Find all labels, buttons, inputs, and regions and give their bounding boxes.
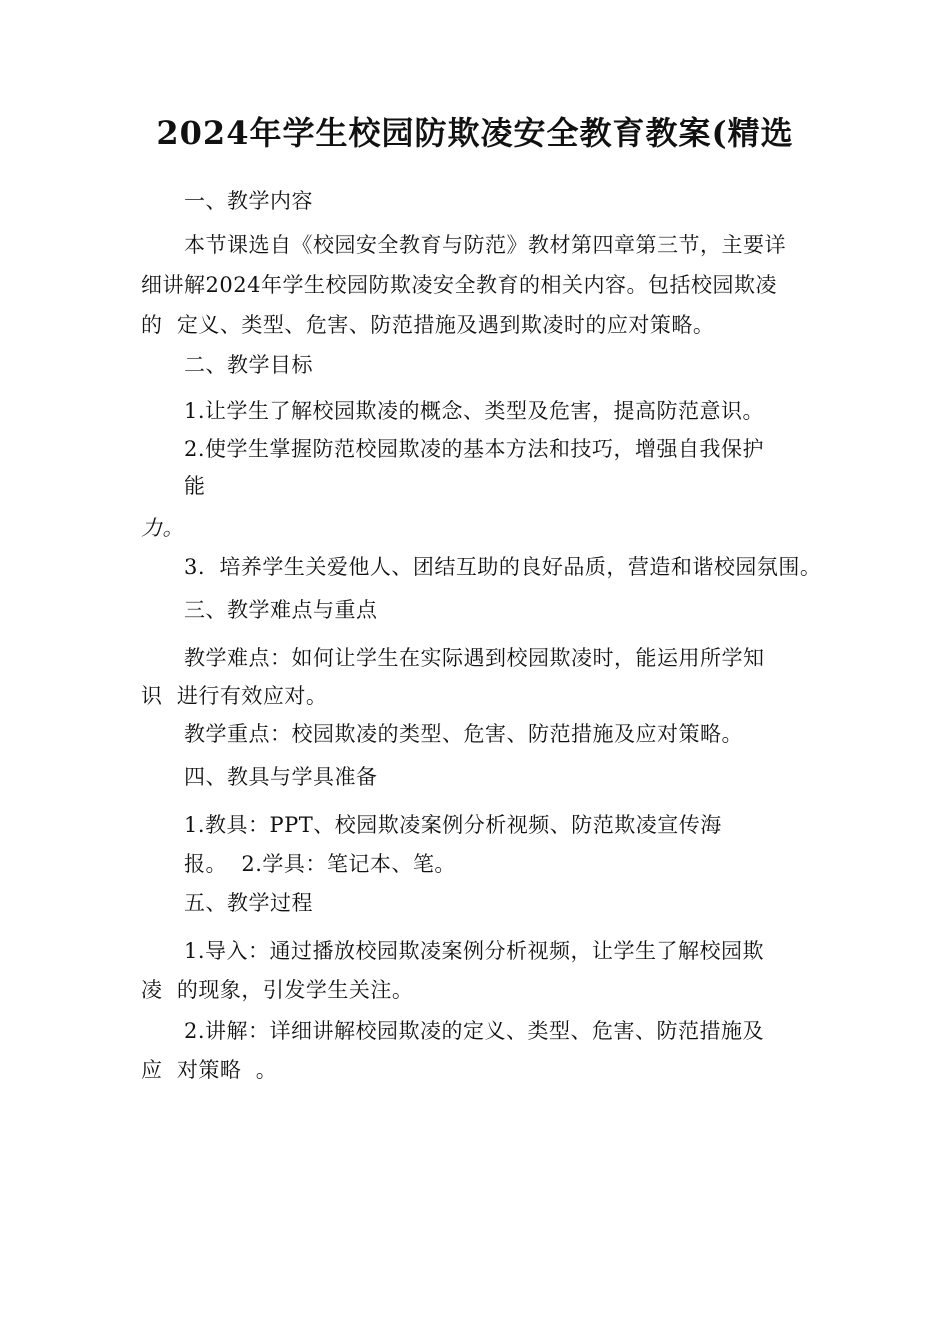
paragraph-line: 3. 培养学生关爱他人、团结互助的良好品质，营造和谐校园氛围。 [184,555,822,579]
paragraph-line: 教学重点：校园欺凌的类型、危害、防范措施及应对策略。 [184,722,743,746]
section-heading-goals: 二、教学目标 [184,353,313,377]
section-heading-difficulties: 三、教学难点与重点 [184,598,378,622]
paragraph-line: 1.教具：PPT、校园欺凌案例分析视频、防范欺凌宣传海 [184,813,722,837]
paragraph-line: 应 对策略 。 [141,1058,278,1082]
paragraph-line: 报。 2.学具：笔记本、笔。 [184,852,456,876]
paragraph-line: 细讲解2024年学生校园防欺凌安全教育的相关内容。包括校园欺凌 [141,273,777,297]
paragraph-line: 1.导入：通过播放校园欺凌案例分析视频，让学生了解校园欺 [184,939,765,963]
paragraph-line: 的 定义、类型、危害、防范措施及遇到欺凌时的应对策略。 [141,313,715,337]
paragraph-line: 凌 的现象，引发学生关注。 [141,978,414,1002]
paragraph-line: 本节课选自《校园安全教育与防范》教材第四章第三节，主要详 [184,233,786,257]
paragraph-line: 力。 [141,516,184,540]
section-heading-content: 一、教学内容 [184,189,313,213]
paragraph-line: 能 [184,474,206,498]
document-title: 2024年学生校园防欺凌安全教育教案(精选 [156,114,794,152]
paragraph-line: 1.让学生了解校园欺凌的概念、类型及危害，提高防范意识。 [184,399,765,423]
paragraph-line: 识 进行有效应对。 [141,684,328,708]
paragraph-line: 2.使学生掌握防范校园欺凌的基本方法和技巧，增强自我保护 [184,437,765,461]
paragraph-line: 2.讲解：详细讲解校园欺凌的定义、类型、危害、防范措施及 [184,1019,765,1043]
section-heading-materials: 四、教具与学具准备 [184,765,378,789]
paragraph-line: 教学难点：如何让学生在实际遇到校园欺凌时，能运用所学知 [184,646,765,670]
section-heading-process: 五、教学过程 [184,891,313,915]
